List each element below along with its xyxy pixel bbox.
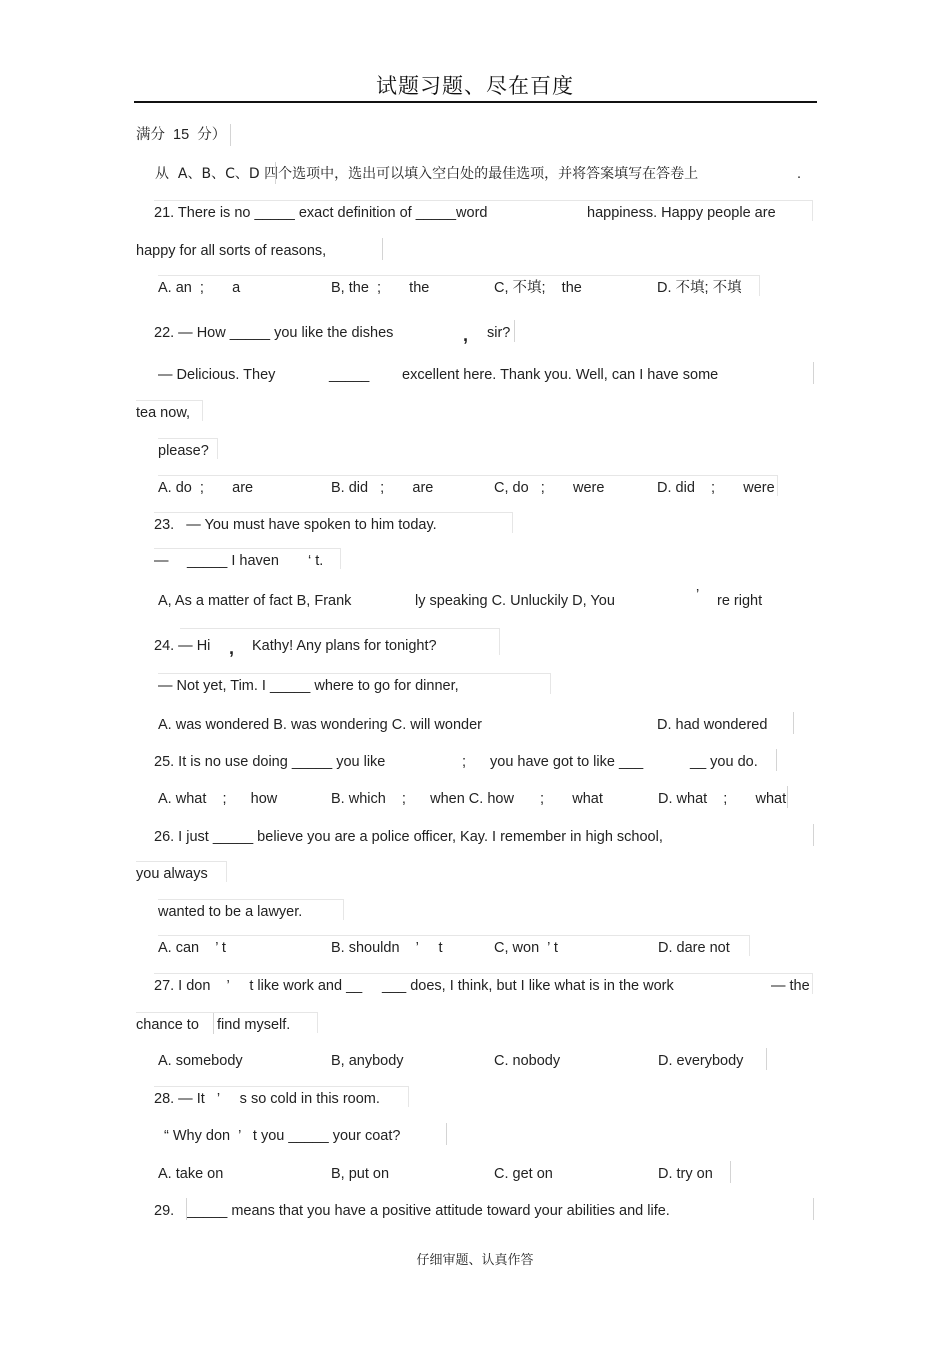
- q22-reply-part4: please?: [158, 443, 209, 459]
- q25-option-d: D. what ; what: [658, 791, 787, 807]
- text-frame-edge: [514, 320, 515, 342]
- q24-option-d: D. had wondered: [657, 717, 768, 733]
- text-frame-edge: [776, 749, 777, 771]
- q23-option-d: re right: [717, 593, 763, 609]
- q22-stem-comma: ,: [463, 325, 469, 345]
- q27-option-a: A. somebody: [158, 1053, 243, 1069]
- q28-option-d: D. try on: [658, 1166, 713, 1182]
- q24-stem-part2: Kathy! Any plans for tonight?: [252, 638, 437, 654]
- q22-option-c: C, do ; were: [494, 480, 605, 496]
- q27-stem-part2: ___ does, I think, but I like what is in the work: [382, 978, 674, 994]
- q23-reply-apostrophe: ‘ t.: [308, 553, 324, 569]
- q22-reply-part2: excellent here. Thank you. Well, can I have some: [402, 367, 719, 383]
- q22-stem-part1: 22. — How _____ you like the dishes: [154, 325, 394, 341]
- q29-number: 29.: [154, 1203, 175, 1219]
- q26-option-b: B. shouldn ’ t: [331, 940, 443, 956]
- q27-stem-part4: chance to: [136, 1017, 199, 1033]
- q22-reply-blank: _____: [329, 367, 370, 383]
- q21-stem-part1: 21. There is no _____ exact definition of _____word: [154, 205, 488, 221]
- q28-option-c: C. get on: [494, 1166, 553, 1182]
- q22-option-a: A. do ; are: [158, 480, 254, 496]
- q28-reply: “ Why don ’ t you _____ your coat?: [164, 1128, 401, 1144]
- text-frame-edge: [793, 712, 794, 734]
- q21-stem-part2: happiness. Happy people are: [587, 205, 776, 221]
- q29-stem: _____ means that you have a positive attitude toward your abilities and life.: [187, 1203, 670, 1219]
- page-header-title: 试题习题、尽在百度: [376, 74, 574, 98]
- text-frame-edge: [813, 362, 814, 384]
- q26-stem-part2: you always: [136, 866, 208, 882]
- q26-stem-part3: wanted to be a lawyer.: [158, 904, 303, 920]
- q23-reply: _____ I haven: [187, 553, 279, 569]
- q26-stem-part1: 26. I just _____ believe you are a police officer, Kay. I remember in high school,: [154, 829, 663, 845]
- q24-stem-part1: 24. — Hi: [154, 638, 211, 654]
- text-frame-edge: [813, 824, 814, 846]
- q22-reply-part1: — Delicious. They: [158, 367, 276, 383]
- q26-option-d: D. dare not: [658, 940, 730, 956]
- page-footer: 仔细审题、认真作答: [416, 1253, 534, 1268]
- q21-option-c: C, 不填; the: [494, 280, 582, 296]
- q25-option-a: A. what ; how: [158, 791, 278, 807]
- q23-reply-dash: —: [154, 553, 169, 569]
- q28-stem: 28. — It ’ s so cold in this room.: [154, 1091, 380, 1107]
- instruction-text: 从 A、B、C、D 四个选项中，选出可以填入空白处的最佳选项，并将答案填写在答卷上: [155, 166, 699, 182]
- header-divider: [134, 101, 817, 103]
- q23-option-d-apostrophe: ’: [696, 587, 700, 603]
- q27-option-c: C. nobody: [494, 1053, 561, 1069]
- text-frame-edge: [230, 124, 231, 146]
- q28-option-b: B, put on: [331, 1166, 390, 1182]
- text-frame-edge: [730, 1161, 731, 1183]
- q26-option-c: C, won ’ t: [494, 940, 558, 956]
- q27-option-d: D. everybody: [658, 1053, 744, 1069]
- instruction-end: .: [797, 166, 802, 182]
- q26-option-a: A. can ’ t: [158, 940, 226, 956]
- q25-option-b: B. which ; when C. how: [331, 791, 514, 807]
- text-frame-edge: [766, 1048, 767, 1070]
- q21-option-d: D. 不填; 不填: [657, 280, 742, 296]
- q25-stem-part3: __ you do.: [690, 754, 758, 770]
- score-line: 满分 15 分）: [136, 127, 227, 143]
- q23-options-ab: A, As a matter of fact B, Frank: [158, 593, 352, 609]
- q24-options-abc: A. was wondered B. was wondering C. will wonder: [158, 717, 482, 733]
- q25-stem-semicolon: ;: [462, 754, 467, 770]
- q24-reply: — Not yet, Tim. I _____ where to go for dinner,: [158, 678, 459, 694]
- q22-option-b: B. did ; are: [331, 480, 434, 496]
- q21-stem-part3: happy for all sorts of reasons,: [136, 243, 327, 259]
- q22-option-d: D. did ; were: [657, 480, 775, 496]
- text-frame-edge: [813, 1198, 814, 1220]
- text-frame-edge: [446, 1123, 447, 1145]
- q22-reply-part3: tea now,: [136, 405, 191, 421]
- q22-stem-part2: sir?: [487, 325, 511, 341]
- q23-stem: 23. — You must have spoken to him today.: [154, 517, 437, 533]
- text-frame-edge: [213, 1012, 214, 1034]
- q28-option-a: A. take on: [158, 1166, 224, 1182]
- q25-stem-part2: you have got to like ___: [490, 754, 644, 770]
- q21-option-b: B, the ; the: [331, 280, 430, 296]
- q27-stem-part5: find myself.: [217, 1017, 291, 1033]
- q25-stem-part1: 25. It is no use doing _____ you like: [154, 754, 386, 770]
- q21-option-a: A. an ; a: [158, 280, 241, 296]
- q27-option-b: B, anybody: [331, 1053, 404, 1069]
- text-frame-edge: [382, 238, 383, 260]
- q25-option-c: ; what: [540, 791, 603, 807]
- q27-stem-part3: — the: [771, 978, 810, 994]
- text-frame-edge: [787, 786, 788, 808]
- q23-options-bc: ly speaking C. Unluckily D, You: [415, 593, 615, 609]
- q24-stem-comma: ,: [229, 638, 235, 658]
- q27-stem-part1: 27. I don ’ t like work and __: [154, 978, 363, 994]
